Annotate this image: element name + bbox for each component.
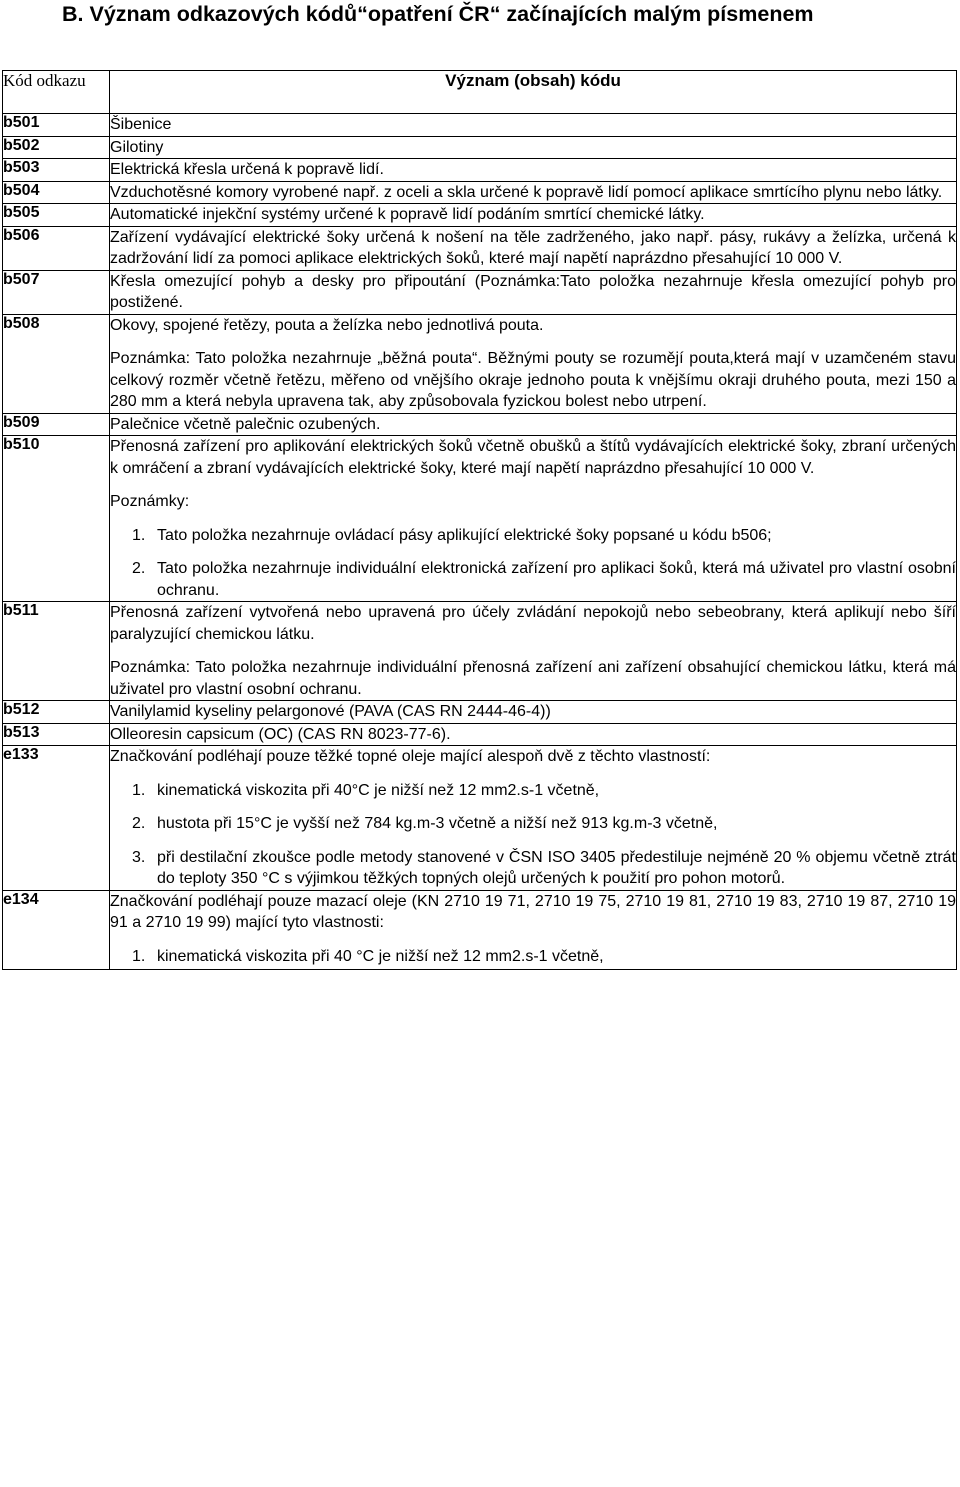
table-row xyxy=(3,136,957,159)
table-row xyxy=(3,746,957,891)
list-item-text: Tato položka nezahrnuje ovládací pásy aplikující elektrické šoky popsané u kódu b506; xyxy=(157,526,772,544)
meaning-paragraph: Poznámky: xyxy=(110,493,190,510)
list-item-number: 1. xyxy=(132,947,146,965)
table-row xyxy=(3,602,957,701)
code-meaning xyxy=(110,181,957,204)
reference-code: b510 xyxy=(3,436,110,602)
table-row xyxy=(3,701,957,724)
meaning-paragraph: Vzduchotěsné komory vyrobené např. z oceli a skla určené k popravě lidí pomocí aplikace smrtícího plynu nebo látky. xyxy=(110,183,943,201)
table-row xyxy=(3,270,957,314)
code-meaning xyxy=(110,159,957,182)
numbered-list xyxy=(110,780,956,890)
table-row xyxy=(3,890,957,970)
code-meaning xyxy=(110,314,957,413)
meaning-paragraph: Zařízení vydávající elektrické šoky určená k nošení na těle zadrženého, jako např. pásy, rukávy a želízka, určená k zadržování lidí za pomoci aplikace elektrických šoků, které mají napětí naprázdno přesahující 10 000 V. xyxy=(110,228,956,267)
reference-code: b507 xyxy=(3,270,110,314)
meaning-paragraph: Značkování podléhají pouze těžké topné oleje mající alespoň dvě z těchto vlastností: xyxy=(110,748,711,765)
meaning-paragraph: Šibenice xyxy=(110,116,172,133)
reference-code: b501 xyxy=(3,114,110,137)
table-header-row xyxy=(3,71,957,114)
reference-code: b509 xyxy=(3,413,110,436)
list-item xyxy=(110,780,956,802)
code-meaning xyxy=(110,226,957,270)
meaning-paragraph: Poznámka: Tato položka nezahrnuje „běžná pouta“. Běžnými pouty se rozumějí pouta,která mají v uzamčeném stavu celkový rozměr včetně řetězu, měřeno od vnějšího okraje jednoho pouta k vnějšímu okraji druhého pouta, mezi 150 a 280 mm a která nebyla upravena tak, aby způsobovala fyzickou bolest nebo utrpení. xyxy=(110,350,956,410)
table-row xyxy=(3,181,957,204)
reference-code: b506 xyxy=(3,226,110,270)
list-item-text: kinematická viskozita při 40 °C je nižší než 12 mm2.s-1 včetně, xyxy=(157,947,604,965)
code-meaning xyxy=(110,204,957,227)
list-item-number: 2. xyxy=(132,560,146,577)
list-item-number: 1. xyxy=(132,781,146,799)
table-row xyxy=(3,159,957,182)
code-meaning xyxy=(110,602,957,701)
meaning-paragraph: Křesla omezující pohyb a desky pro připoutání (Poznámka:Tato položka nezahrnuje křesla omezující pohyb pro postižené. xyxy=(110,272,956,311)
meaning-paragraph: Elektrická křesla určená k popravě lidí. xyxy=(110,161,384,178)
meaning-paragraph: Značkování podléhají pouze mazací oleje (KN 2710 19 71, 2710 19 75, 2710 19 81, 2710 19 83, 2710 19 87, 2710 19 91 a 2710 19 99) mající tyto vlastnosti: xyxy=(110,892,956,931)
list-item xyxy=(110,946,956,968)
meaning-paragraph: Palečnice včetně palečnic ozubených. xyxy=(110,415,381,433)
meaning-paragraph: Poznámka: Tato položka nezahrnuje individuální přenosná zařízení ani zařízení obsahující chemickou látku, která má uživatel pro vlastní osobní ochranu. xyxy=(110,659,956,698)
list-item xyxy=(110,558,956,601)
meaning-paragraph: Vanilylamid kyseliny pelargonové (PAVA (CAS RN 2444-46-4)) xyxy=(110,703,551,720)
code-meaning xyxy=(110,436,957,602)
reference-code: b511 xyxy=(3,602,110,701)
reference-code: b503 xyxy=(3,159,110,182)
reference-codes-table xyxy=(2,70,957,970)
code-meaning xyxy=(110,270,957,314)
reference-code: b504 xyxy=(3,181,110,204)
list-item xyxy=(110,525,956,547)
column-header-code: Kód odkazu xyxy=(3,71,110,114)
table-row xyxy=(3,114,957,137)
list-item-number: 2. xyxy=(132,815,146,832)
reference-code: e134 xyxy=(3,890,110,970)
meaning-paragraph: Gilotiny xyxy=(110,138,164,156)
code-meaning xyxy=(110,723,957,746)
meaning-paragraph: Olleoresin capsicum (OC) (CAS RN 8023-77-6). xyxy=(110,725,451,743)
meaning-paragraph: Přenosná zařízení pro aplikování elektrických šoků včetně obušků a štítů vydávajících elektrické šoky, zbraní určených k omráčení a zbraní vydávajících elektrické šoky, které mají napětí naprázdno přesahující 10 000 V. xyxy=(110,438,956,477)
reference-code: b513 xyxy=(3,723,110,746)
list-item xyxy=(110,847,956,890)
reference-code: b508 xyxy=(3,314,110,413)
meaning-paragraph: Automatické injekční systémy určené k popravě lidí podáním smrtící chemické látky. xyxy=(110,206,705,223)
code-meaning xyxy=(110,890,957,970)
table-row xyxy=(3,413,957,436)
table-row xyxy=(3,436,957,602)
meaning-paragraph: Přenosná zařízení vytvořená nebo upravená pro účely zvládání nepokojů nebo sebeobrany, která aplikují nebo šíří paralyzující chemickou látku. xyxy=(110,604,956,643)
table-body xyxy=(3,114,957,970)
reference-code: e133 xyxy=(3,746,110,891)
table-row xyxy=(3,226,957,270)
list-item xyxy=(110,813,956,835)
page-title: B. Význam odkazových kódů“opatření ČR“ začínajících malým písmenem xyxy=(62,2,814,26)
code-meaning xyxy=(110,114,957,137)
table-row xyxy=(3,314,957,413)
code-meaning xyxy=(110,746,957,891)
reference-code: b505 xyxy=(3,204,110,227)
list-item-number: 3. xyxy=(132,848,146,866)
list-item-text: kinematická viskozita při 40°C je nižší než 12 mm2.s-1 včetně, xyxy=(157,781,600,799)
list-item-text: hustota při 15°C je vyšší než 784 kg.m-3 včetně a nižší než 913 kg.m-3 včetně, xyxy=(157,815,718,832)
reference-code: b512 xyxy=(3,701,110,724)
numbered-list xyxy=(110,946,956,968)
reference-code: b502 xyxy=(3,136,110,159)
numbered-list xyxy=(110,525,956,602)
list-item-text: při destilační zkoušce podle metody stanovené v ČSN ISO 3405 předestiluje nejméně 20 % objemu včetně ztrát do teploty 350 °C s výjimkou těžkých topných olejů určených k použití pro pohon motorů. xyxy=(157,848,956,887)
list-item-text: Tato položka nezahrnuje individuální elektronická zařízení pro aplikaci šoků, která má uživatel pro vlastní osobní ochranu. xyxy=(157,560,956,599)
table-row xyxy=(3,723,957,746)
code-meaning xyxy=(110,701,957,724)
code-meaning xyxy=(110,136,957,159)
meaning-paragraph: Okovy, spojené řetězy, pouta a želízka nebo jednotlivá pouta. xyxy=(110,316,544,334)
list-item-number: 1. xyxy=(132,526,146,544)
code-meaning xyxy=(110,413,957,436)
column-header-meaning: Význam (obsah) kódu xyxy=(110,71,957,114)
table-row xyxy=(3,204,957,227)
